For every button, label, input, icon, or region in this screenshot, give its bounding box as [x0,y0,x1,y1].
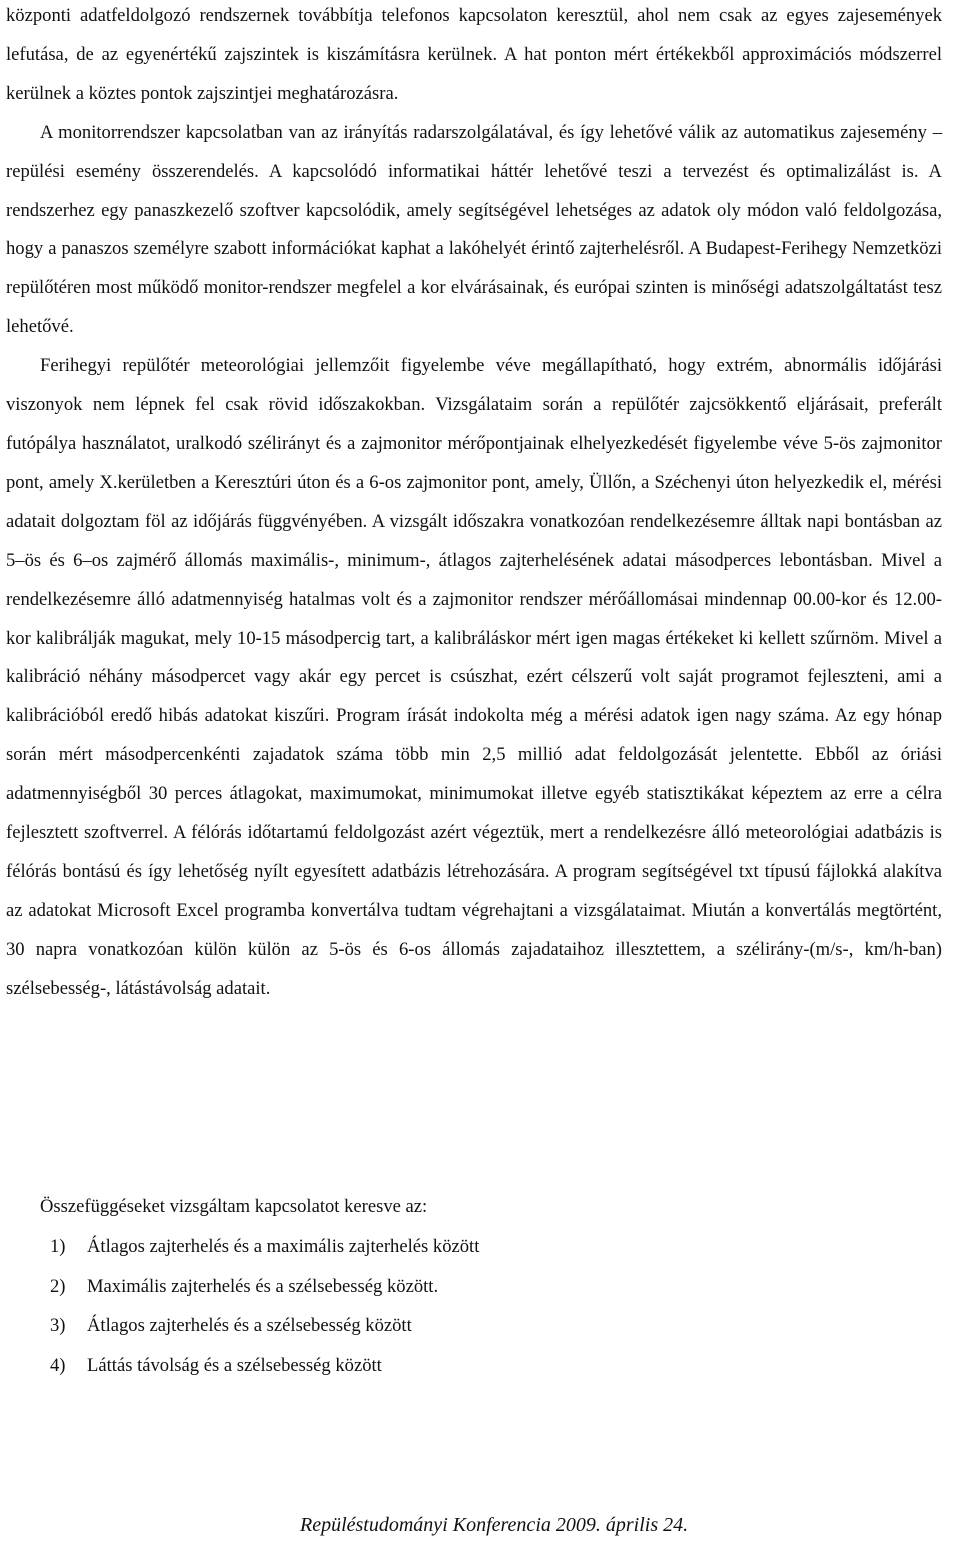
page-footer: Repüléstudományi Konferencia 2009. április 24. [300,1514,689,1536]
list-item-text: Maximális zajterhelés és a szélsebesség között. [87,1275,439,1297]
paragraph-2: A monitorrendszer kapcsolatban van az irányítás radarszolgálatával, és így lehetővé válik az automatikus zajesemény – repülési esemény összerendelés. A kapcsolódó informatikai háttér lehetővé teszi a tervezést és optimalizálást is. A rendszerhez egy panaszkezelő szoftver kapcsolódik, amely segítségével lehetséges az adatok oly módon való feldolgozása, hogy a panaszos személyre szabott információkat kaphat a lakóhelyét érintő zajterhelésről. A Budapest-Ferihegy Nemzetközi repülőtéren most működő monitor-rendszer megfelel a kor elvárásainak, és európai szinten is minőségi adatszolgáltatást tesz lehetővé. [6,121,942,338]
numbered-list [50,1227,479,1385]
paragraph-3: Ferihegyi repülőtér meteorológiai jellemzőit figyelembe véve megállapítható, hogy extrém, abnormális időjárási viszonyok nem lépnek fel csak rövid időszakokban. Vizsgálataim során a repülőtér zajcsökkentő eljárásait, preferált futópálya használatot, uralkodó szélirányt és a zajmonitor mérőpontjainak elhelyezkedését figyelembe véve 5-ös zajmonitor pont, amely X.kerületben a Keresztúri úton és a 6-os zajmonitor pont, amely, Üllőn, a Széchenyi úton helyezkedik el, mérési adatait dolgoztam föl az időjárás függvényében. A vizsgált időszakra vonatkozóan rendelkezésemre álltak napi bontásban az 5–ös és 6–os zajmérő állomás maximális-, minimum-, átlagos zajterhelésének adatai másodperces lebontásban. Mivel a rendelkezésemre álló adatmennyiség hatalmas volt és a zajmonitor rendszer mérőállomásai mindennap 00.00-kor és 12.00-kor kalibrálják magukat, mely 10-15 másodpercig tart, a kalibráláskor mért igen magas értékeket ki kellett szűrnöm. Mivel a kalibráció néhány másodpercet vagy akár egy percet is csúszhat, ezért célszerű volt saját programot fejleszteni, ami a kalibrációból eredő hibás adatokat kiszűri. Program írását indokolta még a mérési adatok igen nagy száma. Az egy hónap során mért másodpercenkénti zajadatok száma több min 2,5 millió adat feldolgozását jelentette. Ebből az óriási adatmennyiségből 30 perces átlagokat, maximumokat, minimumokat illetve egyéb statisztikákat képeztem az erre a célra fejlesztett szoftverrel. A félórás időtartamú feldolgozást azért végeztük, mert a rendelkezésre álló meteorológiai adatbázis is félórás bontású és így lehetőség nyílt egyesített adatbázis létrehozására. A program segítségével txt típusú fájlokká alakítva az adatokat Microsoft Excel programba konvertálva tudtam végrehajtani a vizsgálataimat. Miután a konvertálás megtörtént, 30 napra vonatkozóan külön külön az 5-ös és 6-os állomás zajadataihoz illesztettem, a szélirány-(m/s-, km/h-ban) szélsebesség-, látástávolság adatait. [6,355,942,999]
list-item-text: Átlagos zajterhelés és a szélsebesség között [87,1315,412,1336]
paragraph-1: központi adatfeldolgozó rendszernek továbbítja telefonos kapcsolaton keresztül, ahol nem csak az egyes zajesemények lefutása, de az egyenértékű zajszintek is kiszámításra kerülnek. A hat ponton mért értékekből approximációs módszerrel kerülnek a köztes pontok zajszintjei meghatározásra. [6,5,942,104]
list-item-text: Láttás távolság és a szélsebesség között [87,1354,382,1376]
list-item-number: 4) [50,1354,66,1376]
list-item-number: 2) [50,1275,66,1297]
list-item [50,1227,479,1267]
list-intro: Összefüggéseket vizsgáltam kapcsolatot keresve az: [40,1196,428,1217]
list-item [50,1346,479,1386]
list-item-text: Átlagos zajterhelés és a maximális zajterhelés között [87,1236,480,1257]
list-item [50,1267,479,1307]
list-item-number: 3) [50,1315,66,1336]
list-item-number: 1) [50,1236,66,1257]
list-item [50,1306,479,1346]
